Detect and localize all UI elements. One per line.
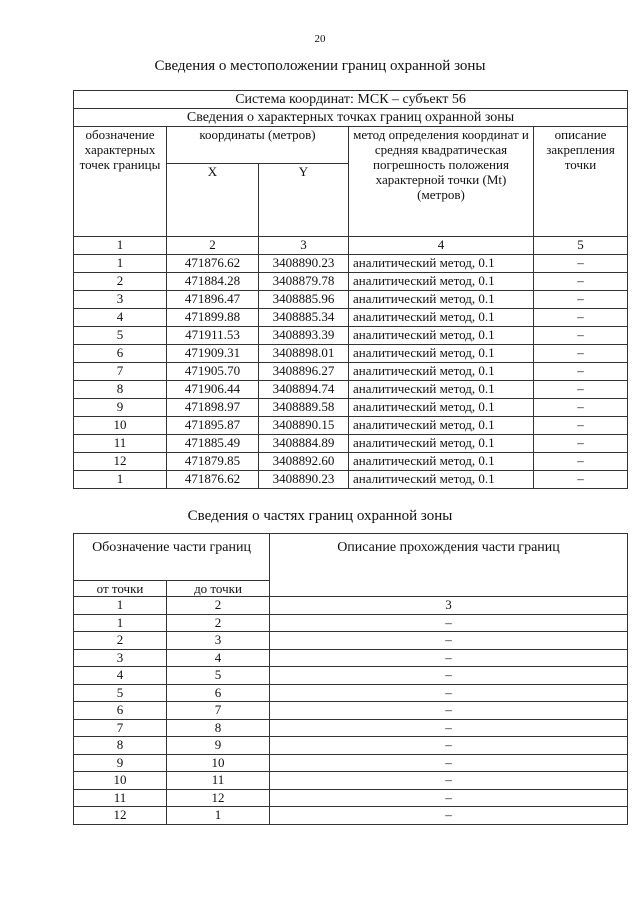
from-point: 9 (74, 754, 167, 772)
point-id: 8 (74, 381, 167, 399)
table-subtitle: Сведения о характерных точках границ охранной зоны (74, 109, 628, 127)
to-point: 2 (167, 614, 270, 632)
header-method: метод определения координат и средняя квадратическая погрешность положения характерной точки (Mt) (метров) (349, 127, 534, 237)
method: аналитический метод, 0.1 (349, 363, 534, 381)
table-row (74, 737, 628, 755)
method: аналитический метод, 0.1 (349, 471, 534, 489)
fixation-desc: – (534, 453, 628, 471)
part-desc: – (270, 649, 628, 667)
part-desc: – (270, 807, 628, 825)
point-id: 6 (74, 345, 167, 363)
coord-y: 3408896.27 (259, 363, 349, 381)
column-number: 1 (74, 597, 167, 615)
section2-title: Сведения о частях границ охранной зоны (187, 508, 453, 524)
to-point: 10 (167, 754, 270, 772)
from-point: 6 (74, 702, 167, 720)
part-desc: – (270, 632, 628, 650)
method: аналитический метод, 0.1 (349, 417, 534, 435)
point-id: 11 (74, 435, 167, 453)
method: аналитический метод, 0.1 (349, 453, 534, 471)
header-coords: координаты (метров) (167, 127, 349, 164)
from-point: 10 (74, 772, 167, 790)
boundary-points-table (73, 90, 628, 489)
section1-title: Сведения о местоположении границ охранной зоны (154, 58, 486, 74)
column-number: 5 (534, 237, 628, 255)
table-row (74, 345, 628, 363)
to-point: 5 (167, 667, 270, 685)
table-row (74, 719, 628, 737)
boundary-parts-table (73, 533, 628, 825)
column-number: 1 (74, 237, 167, 255)
point-id: 1 (74, 471, 167, 489)
method: аналитический метод, 0.1 (349, 309, 534, 327)
point-id: 1 (74, 255, 167, 273)
table-row (74, 309, 628, 327)
header-desc: описание закрепления точки (534, 127, 628, 237)
table-row (74, 435, 628, 453)
fixation-desc: – (534, 363, 628, 381)
coord-y: 3408890.23 (259, 255, 349, 273)
header-from: от точки (74, 581, 167, 597)
header-desc: Описание прохождения части границ (270, 534, 628, 597)
coord-y: 3408893.39 (259, 327, 349, 345)
table-row (74, 381, 628, 399)
from-point: 12 (74, 807, 167, 825)
coord-y: 3408890.23 (259, 471, 349, 489)
coord-y: 3408890.15 (259, 417, 349, 435)
to-point: 9 (167, 737, 270, 755)
coord-x: 471899.88 (167, 309, 259, 327)
table-row (74, 702, 628, 720)
method: аналитический метод, 0.1 (349, 381, 534, 399)
to-point: 12 (167, 789, 270, 807)
table-row (74, 632, 628, 650)
part-desc: – (270, 754, 628, 772)
page-number: 20 (314, 33, 326, 45)
table-row (74, 273, 628, 291)
coord-x: 471876.62 (167, 471, 259, 489)
coord-y: 3408884.89 (259, 435, 349, 453)
column-number: 4 (349, 237, 534, 255)
from-point: 8 (74, 737, 167, 755)
coord-y: 3408879.78 (259, 273, 349, 291)
coord-x: 471905.70 (167, 363, 259, 381)
header-to: до точки (167, 581, 270, 597)
from-point: 3 (74, 649, 167, 667)
part-desc: – (270, 719, 628, 737)
column-number: 2 (167, 597, 270, 615)
coord-system: Система координат: МСК – субъект 56 (74, 91, 628, 109)
point-id: 2 (74, 273, 167, 291)
fixation-desc: – (534, 327, 628, 345)
fixation-desc: – (534, 417, 628, 435)
point-id: 7 (74, 363, 167, 381)
coord-x: 471884.28 (167, 273, 259, 291)
to-point: 4 (167, 649, 270, 667)
method: аналитический метод, 0.1 (349, 399, 534, 417)
column-number: 3 (270, 597, 628, 615)
table-row (74, 363, 628, 381)
point-id: 5 (74, 327, 167, 345)
coord-x: 471879.85 (167, 453, 259, 471)
coord-y: 3408894.74 (259, 381, 349, 399)
coord-y: 3408898.01 (259, 345, 349, 363)
coord-x: 471876.62 (167, 255, 259, 273)
part-desc: – (270, 737, 628, 755)
point-id: 12 (74, 453, 167, 471)
table-row (74, 471, 628, 489)
table-row (74, 327, 628, 345)
coord-y: 3408889.58 (259, 399, 349, 417)
point-id: 10 (74, 417, 167, 435)
from-point: 4 (74, 667, 167, 685)
table-row (74, 789, 628, 807)
method: аналитический метод, 0.1 (349, 291, 534, 309)
fixation-desc: – (534, 291, 628, 309)
to-point: 3 (167, 632, 270, 650)
part-desc: – (270, 702, 628, 720)
header-x: X (167, 164, 259, 237)
part-desc: – (270, 667, 628, 685)
table-row (74, 399, 628, 417)
fixation-desc: – (534, 435, 628, 453)
coord-x: 471906.44 (167, 381, 259, 399)
coord-x: 471896.47 (167, 291, 259, 309)
table-row (74, 255, 628, 273)
header-part: Обозначение части границ (74, 534, 270, 581)
table-row (74, 453, 628, 471)
from-point: 2 (74, 632, 167, 650)
coord-x: 471911.53 (167, 327, 259, 345)
point-id: 3 (74, 291, 167, 309)
to-point: 6 (167, 684, 270, 702)
point-id: 4 (74, 309, 167, 327)
fixation-desc: – (534, 255, 628, 273)
to-point: 1 (167, 807, 270, 825)
table-row (74, 614, 628, 632)
table-row (74, 649, 628, 667)
table-row (74, 754, 628, 772)
method: аналитический метод, 0.1 (349, 345, 534, 363)
header-point: обозначение характерных точек границы (74, 127, 167, 237)
coord-x: 471895.87 (167, 417, 259, 435)
fixation-desc: – (534, 273, 628, 291)
from-point: 11 (74, 789, 167, 807)
method: аналитический метод, 0.1 (349, 435, 534, 453)
part-desc: – (270, 772, 628, 790)
column-number: 3 (259, 237, 349, 255)
column-number: 2 (167, 237, 259, 255)
header-y: Y (259, 164, 349, 237)
part-desc: – (270, 614, 628, 632)
method: аналитический метод, 0.1 (349, 273, 534, 291)
from-point: 1 (74, 614, 167, 632)
coord-x: 471898.97 (167, 399, 259, 417)
fixation-desc: – (534, 309, 628, 327)
fixation-desc: – (534, 471, 628, 489)
fixation-desc: – (534, 345, 628, 363)
to-point: 8 (167, 719, 270, 737)
coord-x: 471885.49 (167, 435, 259, 453)
coord-y: 3408885.34 (259, 309, 349, 327)
fixation-desc: – (534, 399, 628, 417)
coord-y: 3408892.60 (259, 453, 349, 471)
part-desc: – (270, 684, 628, 702)
to-point: 11 (167, 772, 270, 790)
table-row (74, 417, 628, 435)
coord-y: 3408885.96 (259, 291, 349, 309)
fixation-desc: – (534, 381, 628, 399)
table-row (74, 807, 628, 825)
table-row (74, 684, 628, 702)
from-point: 7 (74, 719, 167, 737)
coord-x: 471909.31 (167, 345, 259, 363)
method: аналитический метод, 0.1 (349, 255, 534, 273)
method: аналитический метод, 0.1 (349, 327, 534, 345)
from-point: 5 (74, 684, 167, 702)
point-id: 9 (74, 399, 167, 417)
table-row (74, 772, 628, 790)
table-row (74, 291, 628, 309)
table-row (74, 667, 628, 685)
part-desc: – (270, 789, 628, 807)
to-point: 7 (167, 702, 270, 720)
